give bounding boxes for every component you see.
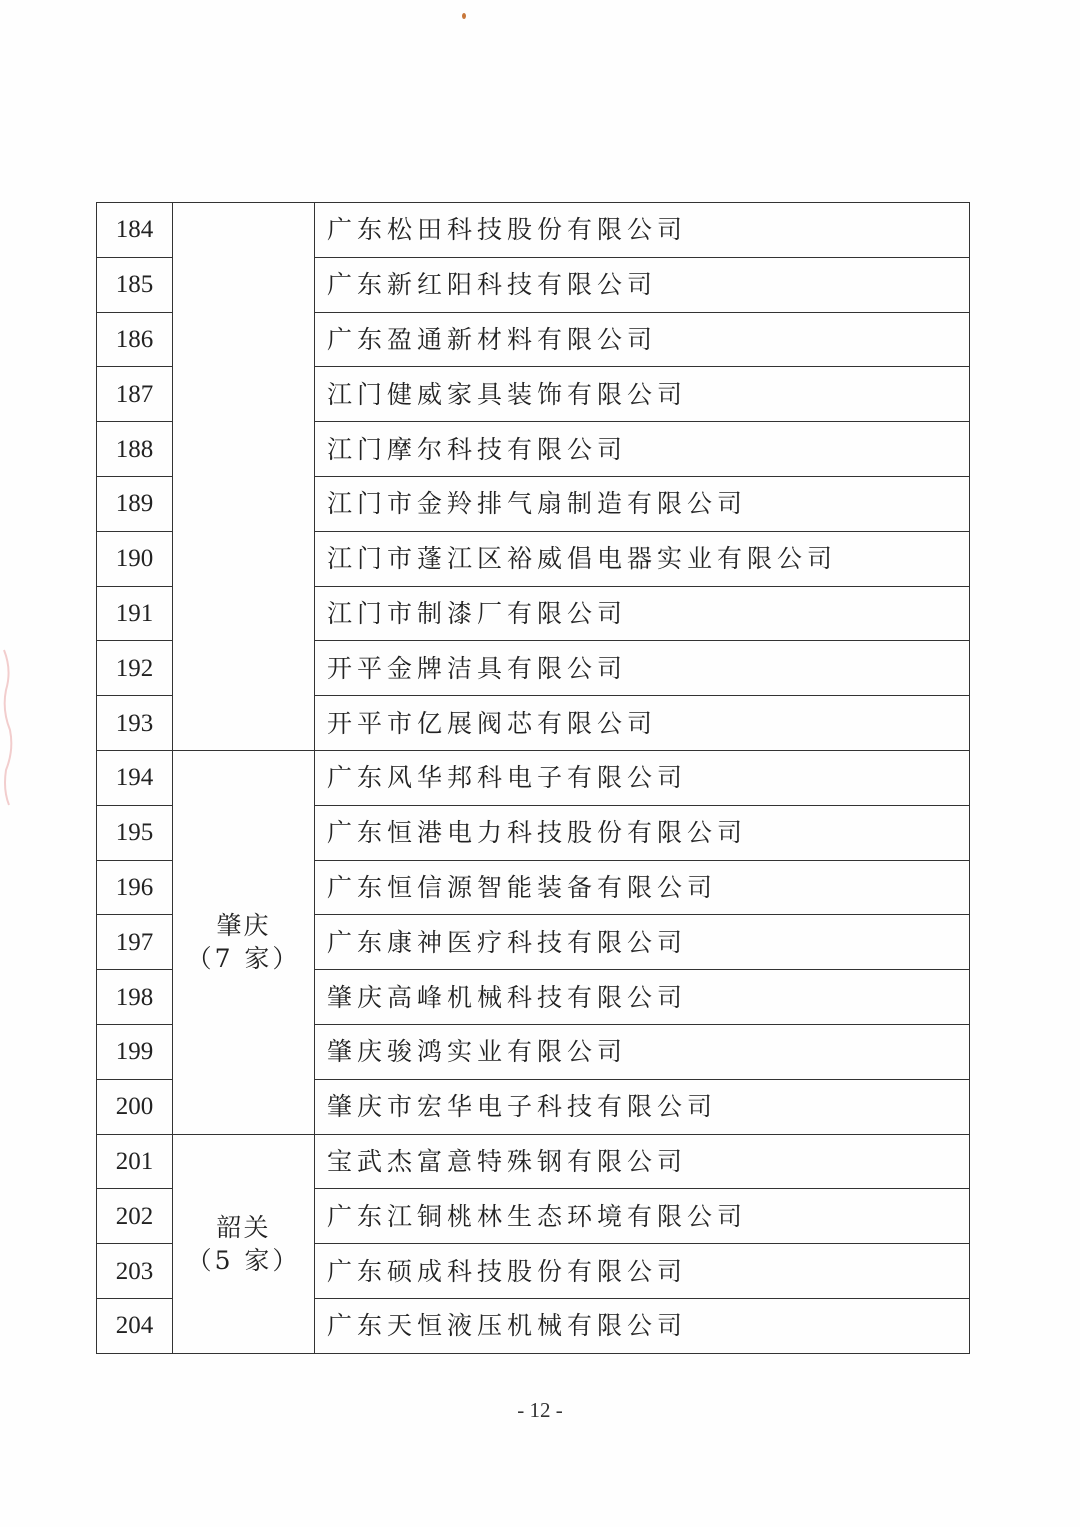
company-name: 广东盈通新材料有限公司 <box>315 312 970 367</box>
company-name: 江门摩尔科技有限公司 <box>315 422 970 477</box>
enterprise-table-wrapper <box>96 202 970 1354</box>
company-name: 肇庆市宏华电子科技有限公司 <box>315 1079 970 1134</box>
row-number: 192 <box>97 641 173 696</box>
row-number: 202 <box>97 1189 173 1244</box>
company-name: 江门市蓬江区裕威倡电器实业有限公司 <box>315 531 970 586</box>
table-row <box>97 750 970 805</box>
company-name: 江门市制漆厂有限公司 <box>315 586 970 641</box>
company-name: 肇庆骏鸿实业有限公司 <box>315 1024 970 1079</box>
company-name: 广东江铜桃林生态环境有限公司 <box>315 1189 970 1244</box>
row-number: 196 <box>97 860 173 915</box>
row-number: 198 <box>97 970 173 1025</box>
row-number: 184 <box>97 203 173 258</box>
row-number: 194 <box>97 750 173 805</box>
company-name: 广东恒港电力科技股份有限公司 <box>315 805 970 860</box>
stamp-residue-mark <box>0 640 20 810</box>
row-number: 189 <box>97 476 173 531</box>
region-name: 肇庆 <box>216 911 271 941</box>
enterprise-table <box>96 202 970 1354</box>
ink-dot <box>462 13 466 19</box>
table-row <box>97 1134 970 1189</box>
company-name: 广东康神医疗科技有限公司 <box>315 915 970 970</box>
row-number: 195 <box>97 805 173 860</box>
company-name: 江门市金羚排气扇制造有限公司 <box>315 476 970 531</box>
row-number: 185 <box>97 257 173 312</box>
row-number: 201 <box>97 1134 173 1189</box>
region-count: （5 家） <box>186 1245 301 1275</box>
company-name: 广东硕成科技股份有限公司 <box>315 1244 970 1299</box>
company-name: 广东恒信源智能装备有限公司 <box>315 860 970 915</box>
row-number: 187 <box>97 367 173 422</box>
company-name: 宝武杰富意特殊钢有限公司 <box>315 1134 970 1189</box>
region-cell-zhaoqing <box>173 750 315 1134</box>
page-number: - 12 - <box>517 1398 563 1422</box>
row-number: 191 <box>97 586 173 641</box>
row-number: 203 <box>97 1244 173 1299</box>
row-number: 186 <box>97 312 173 367</box>
row-number: 190 <box>97 531 173 586</box>
company-name: 广东新红阳科技有限公司 <box>315 257 970 312</box>
region-name: 韶关 <box>216 1212 271 1242</box>
company-name: 开平金牌洁具有限公司 <box>315 641 970 696</box>
region-cell-shaoguan <box>173 1134 315 1353</box>
row-number: 200 <box>97 1079 173 1134</box>
company-name: 广东天恒液压机械有限公司 <box>315 1298 970 1353</box>
region-cell-jiangmen <box>173 203 315 751</box>
company-name: 广东松田科技股份有限公司 <box>315 203 970 258</box>
row-number: 193 <box>97 696 173 751</box>
company-name: 肇庆高峰机械科技有限公司 <box>315 970 970 1025</box>
company-name: 广东风华邦科电子有限公司 <box>315 750 970 805</box>
region-count: （7 家） <box>186 944 301 974</box>
table-row <box>97 203 970 258</box>
company-name: 江门健威家具装饰有限公司 <box>315 367 970 422</box>
company-name: 开平市亿展阀芯有限公司 <box>315 696 970 751</box>
row-number: 188 <box>97 422 173 477</box>
row-number: 204 <box>97 1298 173 1353</box>
row-number: 197 <box>97 915 173 970</box>
row-number: 199 <box>97 1024 173 1079</box>
